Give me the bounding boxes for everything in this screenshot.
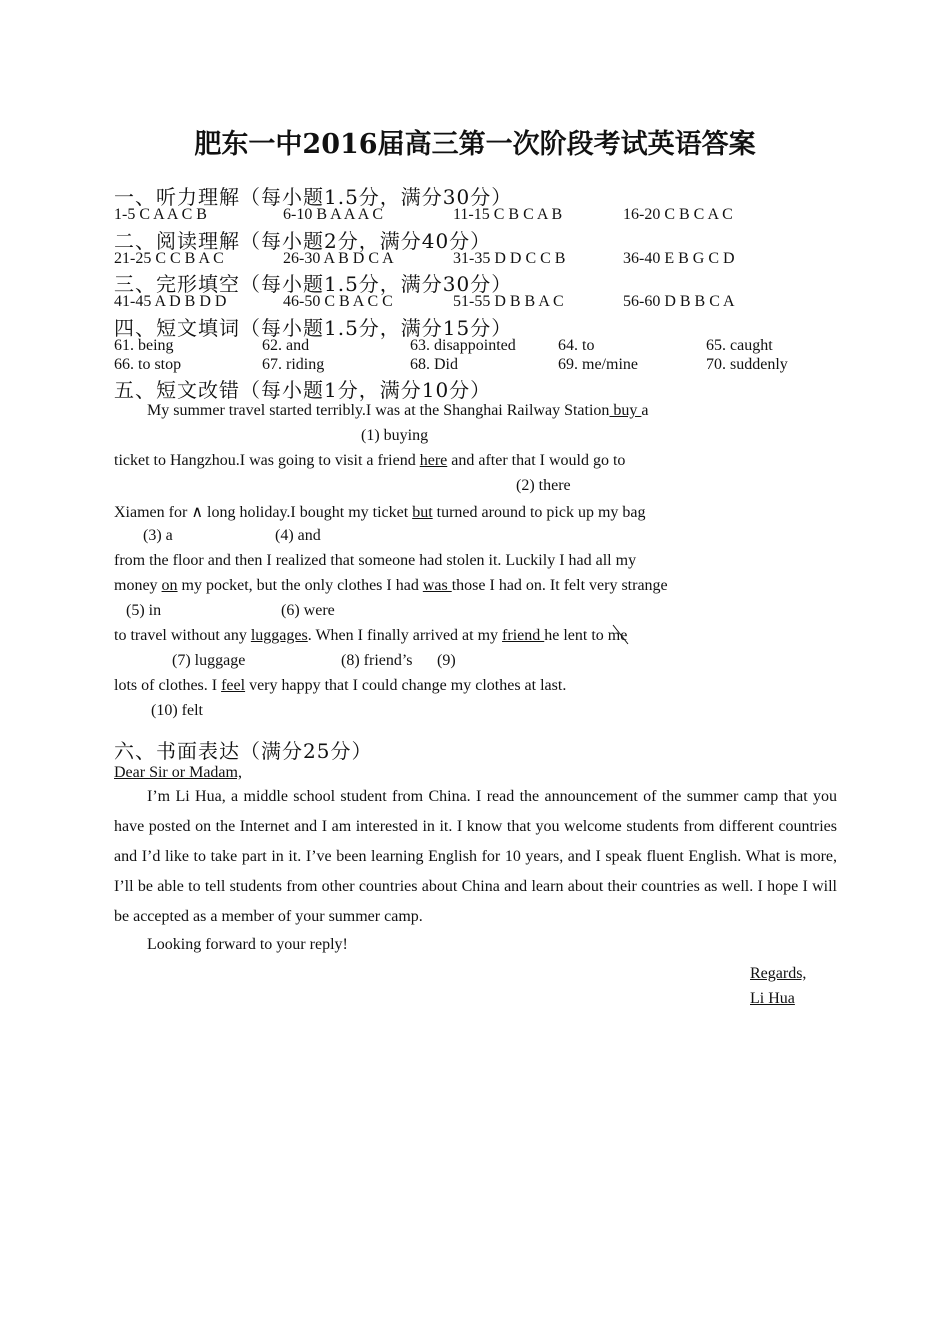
fill-answer: 61. being: [114, 337, 174, 354]
correction-note: (1) buying: [361, 427, 429, 444]
section-heading-fill: 四、短文填词（每小题1.5分，满分15分）: [114, 316, 513, 340]
letter-regards: Regards,: [750, 965, 807, 982]
correction-note: (5) in: [126, 602, 162, 619]
fill-answer: 66. to stop: [114, 356, 182, 373]
answer-group: 36-40 E B G C D: [623, 250, 735, 267]
correction-line: [114, 627, 627, 645]
error-word: on: [161, 577, 178, 594]
correction-line: from the floor and then I realized that someone had stolen it. Luckily I had all my: [114, 552, 637, 569]
section-heading-reading: 二、阅读理解（每小题2分，满分40分）: [114, 229, 492, 253]
answer-group: 11-15 C B C A B: [453, 206, 563, 223]
correction-note: (8) friend’s: [341, 652, 413, 669]
error-word: friend: [502, 627, 545, 644]
text: he lent to me: [544, 627, 628, 644]
correction-note: (2) there: [516, 477, 571, 494]
error-word: here: [419, 452, 448, 469]
text: . When I finally arrived at my: [307, 627, 503, 644]
fill-answer: 70. suddenly: [706, 356, 788, 373]
answer-group: 41-45 A D B D D: [114, 293, 227, 310]
section-heading-correction: 五、短文改错（每小题1分，满分10分）: [114, 378, 492, 402]
text: Xiamen for: [114, 504, 192, 521]
fill-answer: 69. me/mine: [558, 356, 638, 373]
answer-group: 1-5 C A A C B: [114, 206, 207, 223]
fill-answer: 67. riding: [262, 356, 325, 373]
text: and after that I would go to: [447, 452, 626, 469]
insert-caret: ∧: [191, 504, 204, 521]
correction-line: [147, 402, 649, 420]
answer-row-fill-2: [114, 356, 834, 376]
correction-note: (9): [437, 652, 456, 669]
answer-group: 16-20 C B C A C: [623, 206, 733, 223]
text: lots of clothes. I: [114, 677, 222, 694]
fill-answer: 63. disappointed: [410, 337, 516, 354]
text: long holiday.I bought my ticket: [203, 504, 413, 521]
section-heading-writing: 六、书面表达（满分25分）: [114, 739, 373, 763]
section-heading-cloze: 三、完形填空（每小题1.5分，满分30分）: [114, 272, 513, 296]
answer-group: 56-60 D B B C A: [623, 293, 735, 310]
error-word: feel: [221, 677, 246, 694]
text: a: [641, 402, 649, 419]
error-word: buy: [609, 402, 642, 419]
correction-note: (6) were: [281, 602, 335, 619]
answer-group: 31-35 D D C C B: [453, 250, 566, 267]
section-heading-listening: 一、听力理解（每小题1.5分，满分30分）: [114, 185, 513, 209]
text: my pocket, but the only clothes I had: [177, 577, 423, 594]
error-word: was: [422, 577, 452, 594]
answer-group: 21-25 C C B A C: [114, 250, 224, 267]
letter-body: I’m Li Hua, a middle school student from China. I read the announcement of the summer camp that you have posted on the Internet and I am interested in it. I know that you welcome students from different countries and I’d like to take part in it. I’ve been learning English for 10 years, and I speak fluent English. What is more, I’ll be able to tell students from other countries about China and learn about their countries as well. I hope I will be accepted as a member of your summer camp.: [114, 788, 837, 925]
answer-group: 26-30 A B D C A: [283, 250, 394, 267]
answer-group: 6-10 B A A A C: [283, 206, 384, 223]
correction-note: (4) and: [275, 527, 321, 544]
text: turned around to pick up my bag: [432, 504, 646, 521]
answer-row-reading: [114, 250, 834, 270]
correction-line: [114, 502, 645, 522]
correction-line: [114, 452, 625, 470]
text: My summer travel started terribly.I was at the Shanghai Railway Station: [147, 402, 610, 419]
letter-greeting: Dear Sir or Madam,: [114, 764, 242, 781]
letter-signature: Li Hua: [750, 990, 795, 1007]
text: very happy that I could change my clothes at last.: [245, 677, 567, 694]
answer-row-fill-1: [114, 337, 834, 357]
fill-answer: 62. and: [262, 337, 310, 354]
text: money: [114, 577, 162, 594]
correction-line: [114, 677, 566, 695]
text: to travel without any: [114, 627, 251, 644]
page-title: 肥东一中2016届高三第一次阶段考试英语答案: [194, 129, 756, 160]
correction-note: (7) luggage: [172, 652, 246, 669]
text: those I had on. It felt very strange: [451, 577, 668, 594]
answer-group: 51-55 D B B A C: [453, 293, 564, 310]
correction-note: (10) felt: [151, 702, 203, 719]
answer-row-listening: [114, 206, 834, 226]
answer-row-cloze: [114, 293, 834, 313]
letter-closing-line: Looking forward to your reply!: [147, 936, 348, 953]
correction-note: (3) a: [143, 527, 173, 544]
fill-answer: 68. Did: [410, 356, 458, 373]
correction-line: [114, 577, 668, 595]
error-word: but: [412, 504, 433, 521]
text: ticket to Hangzhou.I was going to visit a friend: [114, 452, 420, 469]
delete-mark-icon: [612, 624, 630, 646]
answer-group: 46-50 C B A C C: [283, 293, 393, 310]
fill-answer: 64. to: [558, 337, 595, 354]
error-word: luggages: [250, 627, 308, 644]
fill-answer: 65. caught: [706, 337, 773, 354]
